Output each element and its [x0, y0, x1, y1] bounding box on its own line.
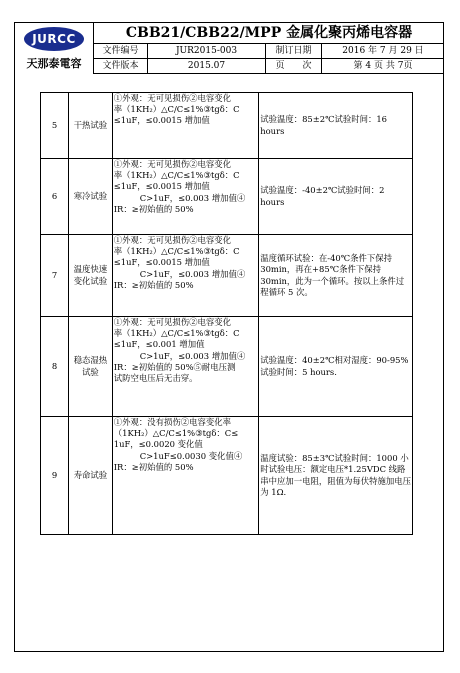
requirement-line: C>1uF，≤0.003 增加值④	[139, 268, 246, 279]
table-row	[41, 235, 413, 317]
table-row	[41, 159, 413, 235]
test-name-line: 寿命试验	[73, 469, 108, 480]
company-logo: JURCC	[24, 27, 84, 51]
requirement-line: ≤1uF，≤0.0015 增加值	[113, 115, 210, 126]
doc-no-label: 文件编号	[94, 44, 148, 58]
requirement-line: ≤1uF，≤0.0015 增加值	[113, 181, 210, 192]
requirement-cell	[112, 159, 258, 235]
table-row	[41, 417, 413, 535]
requirement-line: （1KH₂）△C/C≤1%③tgδ：C≤	[113, 428, 239, 439]
requirement-line: IR：≥初始值的 50%	[113, 279, 194, 290]
header-row-doc-no	[94, 44, 444, 59]
requirement-line: C>1uF，≤0.003 增加值④	[139, 350, 246, 361]
header-row-version	[94, 59, 444, 74]
requirement-line: 率（1KH₂）△C/C≤1%③tgδ：C	[113, 328, 240, 339]
requirement-line: 率（1KH₂）△C/C≤1%③tgδ：C	[113, 104, 240, 115]
test-name-line: 温度快速	[73, 264, 108, 275]
requirement-line: ①外观：无可见损伤②电容变化	[113, 159, 231, 169]
table-row	[41, 93, 413, 159]
requirement-line: ①外观：无可见损伤②电容变化	[113, 93, 231, 103]
test-name	[69, 159, 113, 235]
test-name-line: 寒冷试验	[73, 190, 108, 201]
requirement-line: ≤1uF，≤0.001 增加值	[113, 339, 205, 350]
requirement-line: ①外观：无可见损伤②电容变化	[113, 317, 231, 327]
requirement-line: 率（1KH₂）△C/C≤1%③tgδ：C	[113, 246, 240, 257]
version-value: 2015.07	[148, 59, 266, 73]
page-label: 页 次	[266, 59, 322, 73]
row-number: 9	[41, 417, 69, 535]
requirement-line: 1uF，≤0.0020 变化值	[113, 439, 203, 450]
requirement-line: IR：≥初始值的 50%⑤耐电压测	[113, 361, 236, 372]
row-number: 8	[41, 317, 69, 417]
page-value: 第 4 页 共 7页	[353, 61, 413, 71]
requirement-line: C>1uF，≤0.003 增加值④	[139, 192, 246, 203]
test-spec-table	[40, 92, 413, 535]
date-label: 制订日期	[266, 44, 322, 58]
version-label: 文件版本	[94, 59, 148, 73]
test-name	[69, 235, 113, 317]
test-condition: 试验温度：85±2℃试验时间：16 hours	[259, 93, 413, 159]
requirement-line: IR：≥初始值的 50%	[113, 461, 194, 472]
document-header	[14, 22, 444, 74]
test-name-line: 干热试验	[73, 119, 108, 130]
test-condition: 温度试验：85±3℃试验时间：1000 小时试验电压：额定电压*1.25VDC 线路串中应加一电阻，阻值为每伏特施加电压为 1Ω.	[259, 417, 413, 535]
requirement-line: 率（1KH₂）△C/C≤1%③tgδ：C	[113, 170, 240, 181]
logo-area	[14, 22, 94, 74]
test-condition: 试验温度：-40±2℃试验时间：2 hours	[259, 159, 413, 235]
test-name-line: 试验	[82, 366, 99, 377]
test-name-line: 稳态湿热	[73, 355, 108, 366]
test-name	[69, 93, 113, 159]
requirement-cell	[112, 317, 258, 417]
requirement-cell	[112, 235, 258, 317]
requirement-line: 试防空电压后无击穿。	[113, 373, 198, 384]
table-row	[41, 317, 413, 417]
date-value: 2016 年 7 月 29 日	[342, 46, 424, 56]
row-number: 6	[41, 159, 69, 235]
company-name: 天那泰電容	[26, 57, 82, 70]
requirement-line: ≤1uF，≤0.0015 增加值	[113, 257, 210, 268]
test-condition: 试验温度：40±2℃相对湿度：90-95% 试验时间：5 hours.	[259, 317, 413, 417]
test-name-line: 变化试验	[73, 275, 108, 286]
doc-no-value: JUR2015-003	[148, 44, 266, 58]
row-number: 7	[41, 235, 69, 317]
requirement-line: ①外观：没有损伤②电容变化率	[113, 417, 231, 427]
requirement-line: ①外观：无可见损伤②电容变化	[113, 235, 231, 245]
requirement-cell	[112, 417, 258, 535]
row-number: 5	[41, 93, 69, 159]
requirement-line: IR：≥初始值的 50%	[113, 203, 194, 214]
requirement-line: C>1uF≤0.0030 变化值④	[139, 450, 243, 461]
test-name	[69, 317, 113, 417]
test-condition: 温度循环试验：在-40℃条件下保持 30min，再在+85℃条件下保持 30min，此为一个循环。按以上条件过程循环 5 次。	[259, 235, 413, 317]
document-title: CBB21/CBB22/MPP 金属化聚丙烯电容器	[94, 22, 444, 44]
requirement-cell	[112, 93, 258, 159]
test-name	[69, 417, 113, 535]
